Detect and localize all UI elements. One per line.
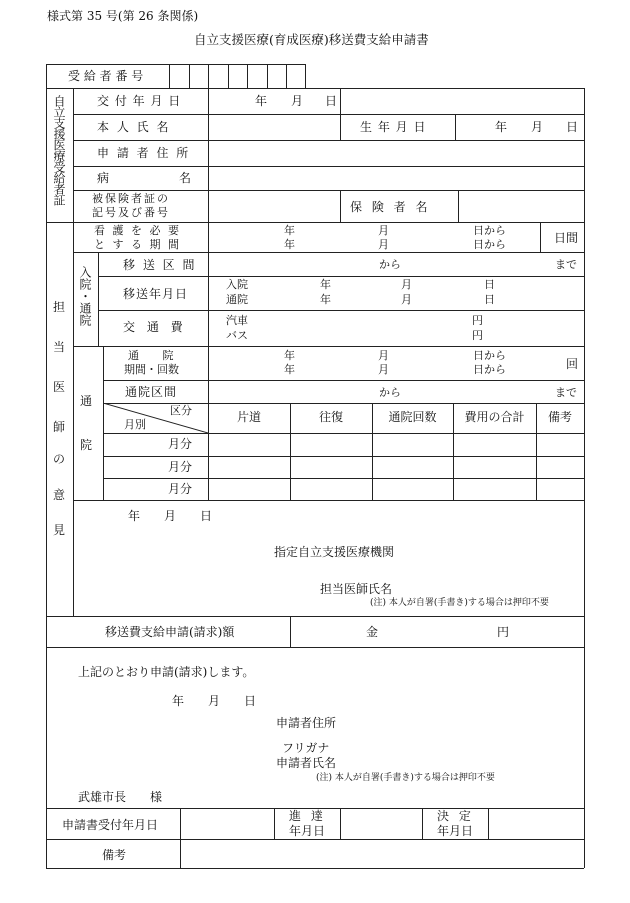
certificate-side-label: 自立支援医療受給者証	[52, 95, 66, 205]
month-row-1: 月分	[168, 437, 193, 451]
recipient-digit-3[interactable]	[210, 68, 226, 84]
care-period-label-1: 看 護 を 必 要	[94, 224, 181, 237]
recipient-digit-6[interactable]	[269, 68, 285, 84]
recipient-digit-5[interactable]	[249, 68, 265, 84]
applicant-name-sign-label: 申請者氏名	[276, 756, 337, 770]
header-remarks: 備考	[547, 410, 572, 424]
visit-route-label: 通院区間	[125, 385, 178, 399]
recipient-digit-4[interactable]	[230, 68, 246, 84]
progress-label-2: 年月日	[289, 824, 326, 838]
header-visit-count: 通院回数	[388, 410, 437, 424]
form-title: 自立支援医療(育成医療)移送費支給申請書	[194, 32, 429, 47]
doctor-name-label: 担当医師氏名	[320, 582, 393, 596]
declaration-date: 年 月 日	[172, 694, 257, 708]
month-col-label: 月別	[124, 418, 146, 431]
opinion-date: 年 月 日	[128, 509, 213, 523]
header-round-trip: 往復	[318, 410, 343, 424]
received-date-label: 申請書受付年月日	[62, 818, 159, 832]
transport-route-label: 移 送 区 間	[123, 258, 197, 272]
applicant-address-input[interactable]	[212, 144, 580, 162]
category-label: 区分	[170, 404, 192, 417]
applicant-address-sign-label: 申請者住所	[276, 716, 337, 730]
amount-label: 移送費支給申請(請求)額	[105, 625, 235, 639]
month-row-2: 月分	[168, 460, 193, 474]
disease-label-2: 名	[179, 171, 192, 185]
insurer-name-input[interactable]	[462, 197, 580, 215]
progress-label-1: 進 達	[289, 809, 326, 823]
visit-period-label-2: 期間・回数	[124, 363, 179, 376]
applicant-address-label: 申 請 者 住 所	[97, 146, 191, 160]
transport-fare-label: 交 通 費	[123, 320, 187, 334]
decision-label-2: 年月日	[437, 824, 474, 838]
admission-label: 入院・通院	[78, 266, 92, 326]
recipient-digit-7[interactable]	[288, 68, 304, 84]
recipient-digit-1[interactable]	[171, 68, 187, 84]
applicant-seal-note: (注) 本人が自署(手書き)する場合は押印不要	[316, 773, 495, 783]
visit-period-label-1: 通 院	[128, 349, 184, 362]
insurance-number-label-2: 記号及び番号	[92, 206, 170, 219]
disease-input[interactable]	[212, 169, 580, 187]
furigana-label: フリガナ	[282, 741, 330, 755]
person-name-label: 本 人 氏 名	[97, 120, 171, 134]
month-row-3: 月分	[168, 482, 193, 496]
category-diagonal	[103, 403, 208, 433]
header-one-way: 片道	[236, 410, 261, 424]
header-cost-total: 費用の合計	[464, 410, 525, 424]
recipient-number-label: 受 給 者 番 号	[68, 69, 144, 83]
transport-date-label: 移送年月日	[123, 287, 189, 301]
disease-label-1: 病	[97, 171, 110, 185]
insurer-name-label: 保 険 者 名	[350, 200, 431, 214]
addressee: 武雄市長 様	[78, 790, 163, 804]
form-number: 様式第 35 号(第 26 条関係)	[47, 9, 199, 23]
decision-label-1: 決 定	[437, 809, 474, 823]
insurance-number-label-1: 被保険者証の	[92, 192, 170, 205]
insurance-number-input[interactable]	[212, 197, 336, 215]
institution-label: 指定自立支援医療機関	[274, 545, 395, 559]
issue-date-label: 交 付 年 月 日	[97, 94, 182, 108]
person-name-input[interactable]	[212, 118, 336, 136]
recipient-digit-2[interactable]	[191, 68, 207, 84]
birth-date-label: 生 年 月 日	[360, 120, 427, 134]
doctor-seal-note: (注) 本人が自署(手書き)する場合は押印不要	[370, 598, 549, 608]
care-period-label-2: と す る 期 間	[94, 238, 181, 251]
amount-input[interactable]	[390, 622, 490, 640]
declaration-text: 上記のとおり申請(請求)します。	[78, 665, 255, 679]
office-remarks-label: 備考	[102, 848, 127, 862]
